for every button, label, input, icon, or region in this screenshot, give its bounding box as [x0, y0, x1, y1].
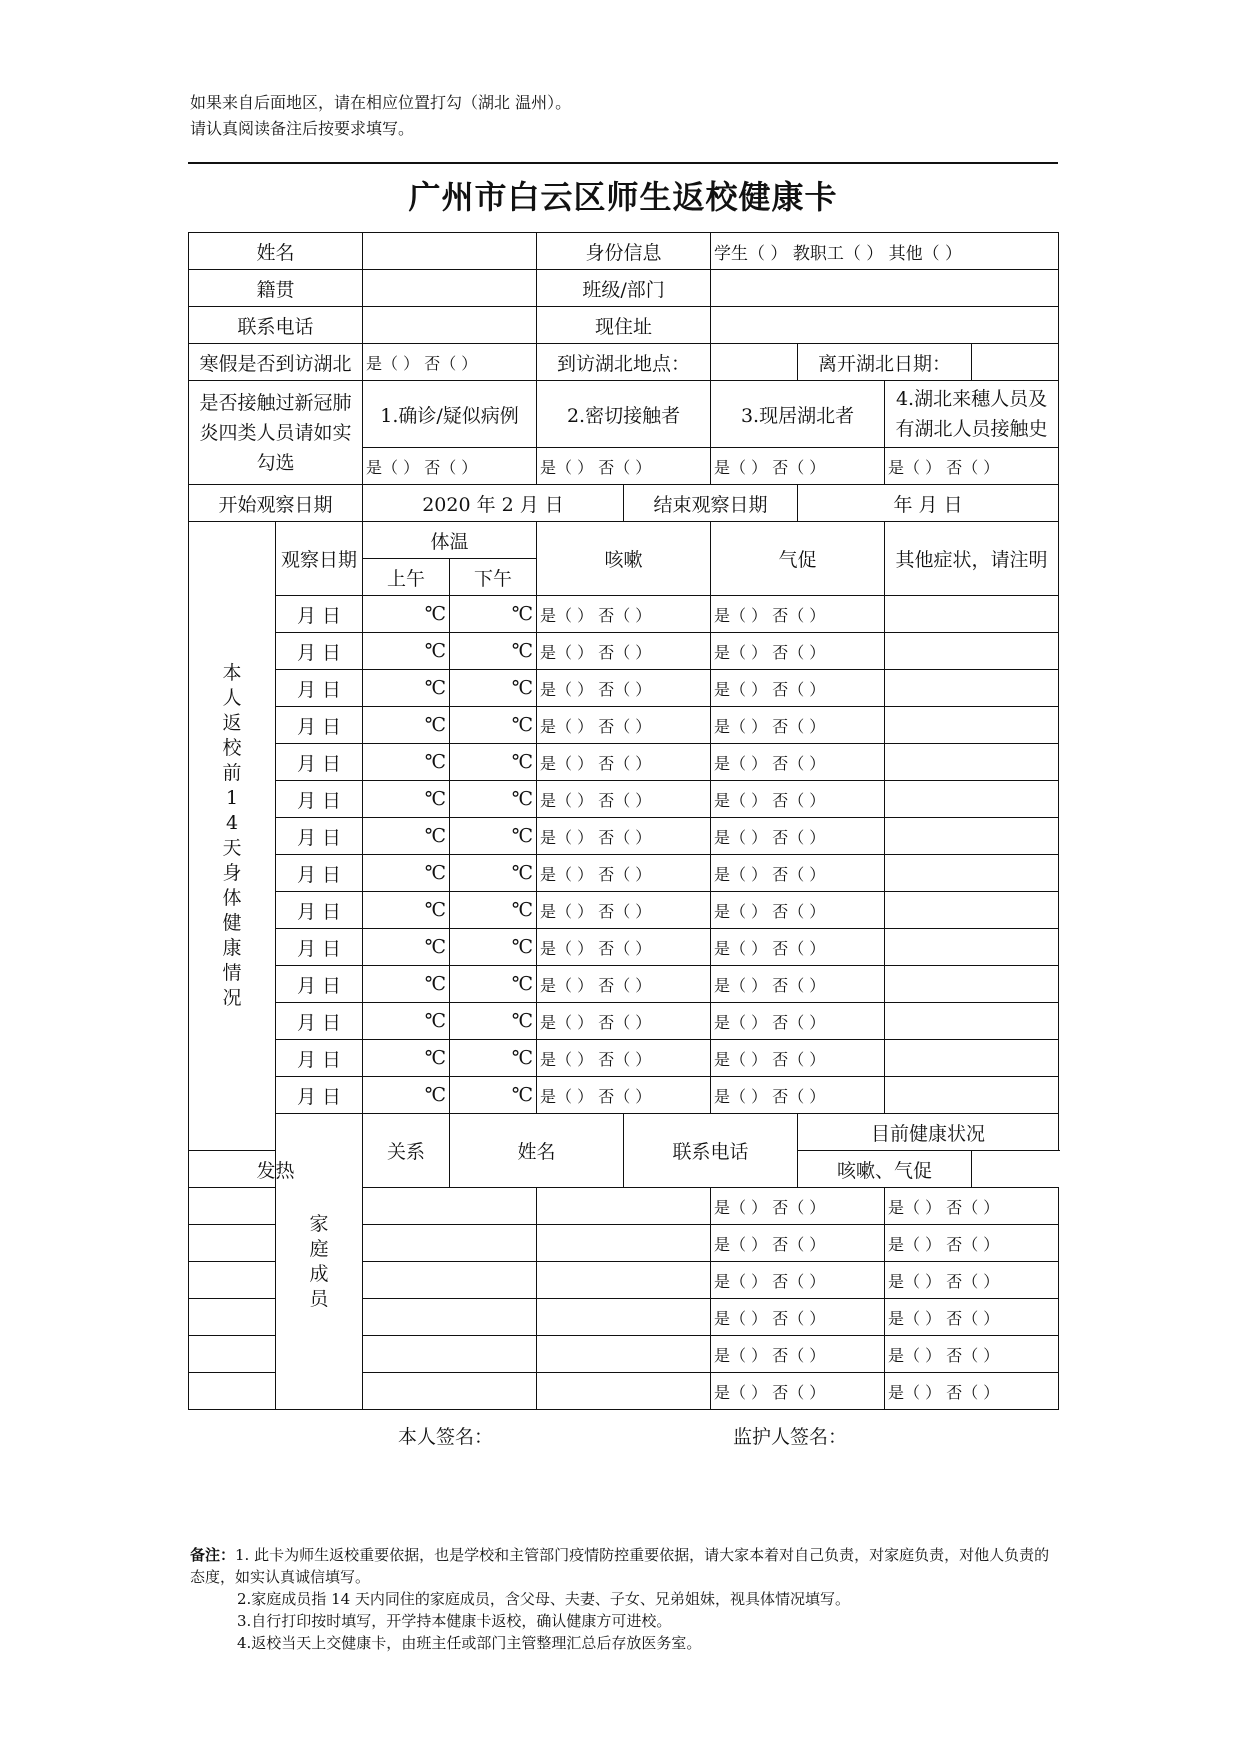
field-hubei-leave[interactable]	[972, 344, 1059, 381]
other-symptoms-field[interactable]	[885, 744, 1059, 781]
daily-health-row	[189, 855, 1059, 892]
day-date[interactable]: 月 日	[276, 670, 363, 707]
contact-col-1: 1.确诊/疑似病例	[363, 381, 537, 448]
contact-yn-3[interactable]: 是（ ） 否（ ）	[711, 448, 885, 485]
label-observe-end: 结束观察日期	[624, 485, 798, 522]
health-card-table	[188, 232, 1059, 1410]
family-cough-breath-yn[interactable]: 是（ ） 否（ ）	[885, 1299, 1059, 1336]
day-date[interactable]: 月 日	[276, 855, 363, 892]
temp-pm[interactable]: ℃	[450, 744, 537, 781]
health-section-text: 本人返校前14天身体健康情况	[222, 662, 242, 1009]
other-symptoms-field[interactable]	[885, 929, 1059, 966]
contact-col-3: 3.现居湖北者	[711, 381, 885, 448]
temp-am[interactable]: ℃	[363, 929, 450, 966]
header-other-symptoms: 其他症状，请注明	[885, 522, 1059, 596]
daily-health-row	[189, 1040, 1059, 1077]
day-date[interactable]: 月 日	[276, 1003, 363, 1040]
daily-health-row	[189, 1003, 1059, 1040]
self-signature-label: 本人签名：	[398, 1426, 494, 1448]
breath-yn[interactable]: 是（ ） 否（ ）	[711, 855, 885, 892]
other-symptoms-field[interactable]	[885, 596, 1059, 633]
cough-yn[interactable]: 是（ ） 否（ ）	[537, 707, 711, 744]
row-hubei	[189, 344, 1059, 381]
label-address: 现住址	[537, 307, 711, 344]
family-cough-breath-yn[interactable]: 是（ ） 否（ ）	[885, 1373, 1059, 1410]
other-symptoms-field[interactable]	[885, 1077, 1059, 1114]
intro-text	[190, 90, 571, 142]
daily-health-row	[189, 707, 1059, 744]
temp-am[interactable]: ℃	[363, 1040, 450, 1077]
header-family-name: 姓名	[450, 1114, 624, 1188]
family-name-field[interactable]	[363, 1262, 537, 1299]
cough-yn[interactable]: 是（ ） 否（ ）	[537, 892, 711, 929]
daily-health-row	[189, 633, 1059, 670]
breath-yn[interactable]: 是（ ） 否（ ）	[711, 781, 885, 818]
other-symptoms-field[interactable]	[885, 818, 1059, 855]
family-fever-yn[interactable]: 是（ ） 否（ ）	[711, 1262, 885, 1299]
label-name: 姓名	[189, 233, 363, 270]
temp-am[interactable]: ℃	[363, 855, 450, 892]
label-contact: 是否接触过新冠肺炎四类人员请如实勾选	[189, 381, 363, 485]
other-symptoms-field[interactable]	[885, 1003, 1059, 1040]
field-native[interactable]	[363, 270, 537, 307]
cough-yn[interactable]: 是（ ） 否（ ）	[537, 596, 711, 633]
temp-am[interactable]: ℃	[363, 892, 450, 929]
note-2: 2.家庭成员指 14 天内同住的家庭成员，含父母、夫妻、子女、兄弟姐妹，视具体情况填写。	[237, 1590, 850, 1608]
day-date[interactable]: 月 日	[276, 744, 363, 781]
temp-pm[interactable]: ℃	[450, 818, 537, 855]
day-date[interactable]: 月 日	[276, 707, 363, 744]
row-name	[189, 233, 1059, 270]
day-date[interactable]: 月 日	[276, 781, 363, 818]
family-fever-yn[interactable]: 是（ ） 否（ ）	[711, 1225, 885, 1262]
contact-col-4: 4.湖北来穗人员及有湖北人员接触史	[885, 381, 1059, 448]
row-native	[189, 270, 1059, 307]
breath-yn[interactable]: 是（ ） 否（ ）	[711, 1040, 885, 1077]
family-phone-field[interactable]	[537, 1262, 711, 1299]
day-date[interactable]: 月 日	[276, 966, 363, 1003]
daily-health-row	[189, 818, 1059, 855]
cough-yn[interactable]: 是（ ） 否（ ）	[537, 1040, 711, 1077]
family-cough-breath-yn[interactable]: 是（ ） 否（ ）	[885, 1262, 1059, 1299]
health-section-label	[189, 522, 276, 1151]
field-address[interactable]	[711, 307, 1059, 344]
family-phone-field[interactable]	[537, 1336, 711, 1373]
other-symptoms-field[interactable]	[885, 966, 1059, 1003]
temp-am[interactable]: ℃	[363, 1003, 450, 1040]
other-symptoms-field[interactable]	[885, 1040, 1059, 1077]
cough-yn[interactable]: 是（ ） 否（ ）	[537, 781, 711, 818]
cough-yn[interactable]: 是（ ） 否（ ）	[537, 670, 711, 707]
family-name-field[interactable]	[363, 1225, 537, 1262]
family-phone-field[interactable]	[537, 1373, 711, 1410]
temp-pm[interactable]: ℃	[450, 596, 537, 633]
label-identity: 身份信息	[537, 233, 711, 270]
label-hubei-visit: 寒假是否到访湖北	[189, 344, 363, 381]
other-symptoms-field[interactable]	[885, 855, 1059, 892]
breath-yn[interactable]: 是（ ） 否（ ）	[711, 966, 885, 1003]
label-hubei-leave: 离开湖北日期：	[798, 344, 972, 381]
note-4: 4.返校当天上交健康卡，由班主任或部门主管整理汇总后存放医务室。	[237, 1634, 702, 1652]
contact-yn-1[interactable]: 是（ ） 否（ ）	[363, 448, 537, 485]
header-breath: 气促	[711, 522, 885, 596]
cough-yn[interactable]: 是（ ） 否（ ）	[537, 855, 711, 892]
note-1: 1. 此卡为师生返校重要依据，也是学校和主管部门疫情防控重要依据，请大家本着对自己负责，对家庭负责，对他人负责的态度，如实认真诚信填写。	[190, 1546, 1050, 1586]
other-symptoms-field[interactable]	[885, 892, 1059, 929]
temp-pm[interactable]: ℃	[450, 855, 537, 892]
family-relation-field[interactable]	[189, 1299, 276, 1336]
family-fever-yn[interactable]: 是（ ） 否（ ）	[711, 1336, 885, 1373]
family-cough-breath-yn[interactable]: 是（ ） 否（ ）	[885, 1188, 1059, 1225]
temp-am[interactable]: ℃	[363, 596, 450, 633]
temp-pm[interactable]: ℃	[450, 1077, 537, 1114]
day-date[interactable]: 月 日	[276, 633, 363, 670]
day-date[interactable]: 月 日	[276, 818, 363, 855]
header-fever: 发热	[189, 1151, 363, 1188]
intro-line-1: 如果来自后面地区，请在相应位置打勾（湖北 温州）。	[190, 93, 572, 112]
header-cough: 咳嗽	[537, 522, 711, 596]
day-date[interactable]: 月 日	[276, 596, 363, 633]
temp-am[interactable]: ℃	[363, 966, 450, 1003]
family-fever-yn[interactable]: 是（ ） 否（ ）	[711, 1373, 885, 1410]
family-cough-breath-yn[interactable]: 是（ ） 否（ ）	[885, 1225, 1059, 1262]
other-symptoms-field[interactable]	[885, 707, 1059, 744]
field-name[interactable]	[363, 233, 537, 270]
temp-pm[interactable]: ℃	[450, 892, 537, 929]
temp-pm[interactable]: ℃	[450, 670, 537, 707]
temp-pm[interactable]: ℃	[450, 1040, 537, 1077]
breath-yn[interactable]: 是（ ） 否（ ）	[711, 1003, 885, 1040]
label-class-dept: 班级/部门	[537, 270, 711, 307]
notes-label: 备注：	[190, 1546, 236, 1564]
temp-am[interactable]: ℃	[363, 633, 450, 670]
header-relation: 关系	[363, 1114, 450, 1188]
family-phone-field[interactable]	[537, 1299, 711, 1336]
row-family-header-1	[189, 1114, 1059, 1151]
temp-pm[interactable]: ℃	[450, 781, 537, 818]
other-symptoms-field[interactable]	[885, 670, 1059, 707]
family-name-field[interactable]	[363, 1299, 537, 1336]
family-phone-field[interactable]	[537, 1225, 711, 1262]
header-cough-breath: 咳嗽、气促	[798, 1151, 972, 1188]
family-fever-yn[interactable]: 是（ ） 否（ ）	[711, 1188, 885, 1225]
cough-yn[interactable]: 是（ ） 否（ ）	[537, 966, 711, 1003]
temp-pm[interactable]: ℃	[450, 1003, 537, 1040]
family-cough-breath-yn[interactable]: 是（ ） 否（ ）	[885, 1336, 1059, 1373]
label-hubei-place: 到访湖北地点：	[537, 344, 711, 381]
daily-health-row	[189, 929, 1059, 966]
row-observe	[189, 485, 1059, 522]
breath-yn[interactable]: 是（ ） 否（ ）	[711, 633, 885, 670]
family-relation-field[interactable]	[189, 1373, 276, 1410]
contact-yn-4[interactable]: 是（ ） 否（ ）	[885, 448, 1059, 485]
intro-line-2: 请认真阅读备注后按要求填写。	[190, 119, 415, 138]
daily-health-row	[189, 892, 1059, 929]
breath-yn[interactable]: 是（ ） 否（ ）	[711, 818, 885, 855]
note-3: 3.自行打印按时填写，开学持本健康卡返校，确认健康方可进校。	[237, 1612, 672, 1630]
day-date[interactable]: 月 日	[276, 892, 363, 929]
family-name-field[interactable]	[363, 1373, 537, 1410]
daily-health-row	[189, 781, 1059, 818]
family-name-field[interactable]	[363, 1336, 537, 1373]
label-observe-start: 开始观察日期	[189, 485, 363, 522]
header-observe-date: 观察日期	[276, 522, 363, 596]
label-phone: 联系电话	[189, 307, 363, 344]
breath-yn[interactable]: 是（ ） 否（ ）	[711, 670, 885, 707]
header-family-phone: 联系电话	[624, 1114, 798, 1188]
guardian-signature-label: 监护人签名：	[733, 1426, 848, 1448]
breath-yn[interactable]: 是（ ） 否（ ）	[711, 596, 885, 633]
temp-am[interactable]: ℃	[363, 707, 450, 744]
header-pm: 下午	[450, 559, 537, 596]
temp-pm[interactable]: ℃	[450, 966, 537, 1003]
cough-yn[interactable]: 是（ ） 否（ ）	[537, 1003, 711, 1040]
field-class-dept[interactable]	[711, 270, 1059, 307]
day-date[interactable]: 月 日	[276, 1077, 363, 1114]
temp-pm[interactable]: ℃	[450, 929, 537, 966]
row-health-header-1	[189, 522, 1059, 559]
daily-health-row	[189, 1077, 1059, 1114]
hubei-visit-yn[interactable]: 是（ ） 否（ ）	[363, 344, 537, 381]
daily-health-row	[189, 670, 1059, 707]
breath-yn[interactable]: 是（ ） 否（ ）	[711, 744, 885, 781]
family-relation-field[interactable]	[189, 1225, 276, 1262]
breath-yn[interactable]: 是（ ） 否（ ）	[711, 707, 885, 744]
contact-yn-2[interactable]: 是（ ） 否（ ）	[537, 448, 711, 485]
temp-pm[interactable]: ℃	[450, 707, 537, 744]
family-relation-field[interactable]	[189, 1262, 276, 1299]
daily-health-row	[189, 744, 1059, 781]
day-date[interactable]: 月 日	[276, 1040, 363, 1077]
header-health-status: 目前健康状况	[798, 1114, 1059, 1151]
breath-yn[interactable]: 是（ ） 否（ ）	[711, 1077, 885, 1114]
row-contact-header	[189, 381, 1059, 448]
temp-am[interactable]: ℃	[363, 818, 450, 855]
header-am: 上午	[363, 559, 450, 596]
family-section-text: 家庭成员	[309, 1212, 329, 1310]
field-hubei-place[interactable]	[711, 344, 798, 381]
breath-yn[interactable]: 是（ ） 否（ ）	[711, 929, 885, 966]
observe-start-value[interactable]: 2020 年 2 月 日	[363, 485, 624, 522]
temp-am[interactable]: ℃	[363, 744, 450, 781]
daily-health-row	[189, 966, 1059, 1003]
row-phone	[189, 307, 1059, 344]
cough-yn[interactable]: 是（ ） 否（ ）	[537, 1077, 711, 1114]
observe-end-value[interactable]: 年 月 日	[798, 485, 1059, 522]
field-phone[interactable]	[363, 307, 537, 344]
temp-pm[interactable]: ℃	[450, 633, 537, 670]
breath-yn[interactable]: 是（ ） 否（ ）	[711, 892, 885, 929]
other-symptoms-field[interactable]	[885, 781, 1059, 818]
label-native: 籍贯	[189, 270, 363, 307]
contact-col-2: 2.密切接触者	[537, 381, 711, 448]
family-relation-field[interactable]	[189, 1336, 276, 1373]
family-fever-yn[interactable]: 是（ ） 否（ ）	[711, 1299, 885, 1336]
family-phone-field[interactable]	[537, 1188, 711, 1225]
header-rule	[188, 162, 1058, 164]
day-date[interactable]: 月 日	[276, 929, 363, 966]
temp-am[interactable]: ℃	[363, 781, 450, 818]
cough-yn[interactable]: 是（ ） 否（ ）	[537, 744, 711, 781]
cough-yn[interactable]: 是（ ） 否（ ）	[537, 818, 711, 855]
cough-yn[interactable]: 是（ ） 否（ ）	[537, 929, 711, 966]
other-symptoms-field[interactable]	[885, 633, 1059, 670]
cough-yn[interactable]: 是（ ） 否（ ）	[537, 633, 711, 670]
header-temperature: 体温	[363, 522, 537, 559]
family-relation-field[interactable]	[189, 1188, 276, 1225]
family-name-field[interactable]	[363, 1188, 537, 1225]
page-title: 广州市白云区师生返校健康卡	[408, 178, 838, 216]
temp-am[interactable]: ℃	[363, 670, 450, 707]
temp-am[interactable]: ℃	[363, 1077, 450, 1114]
identity-options[interactable]: 学生（ ） 教职工（ ） 其他（ ）	[711, 233, 1059, 270]
daily-health-row	[189, 596, 1059, 633]
notes	[190, 1544, 1058, 1654]
